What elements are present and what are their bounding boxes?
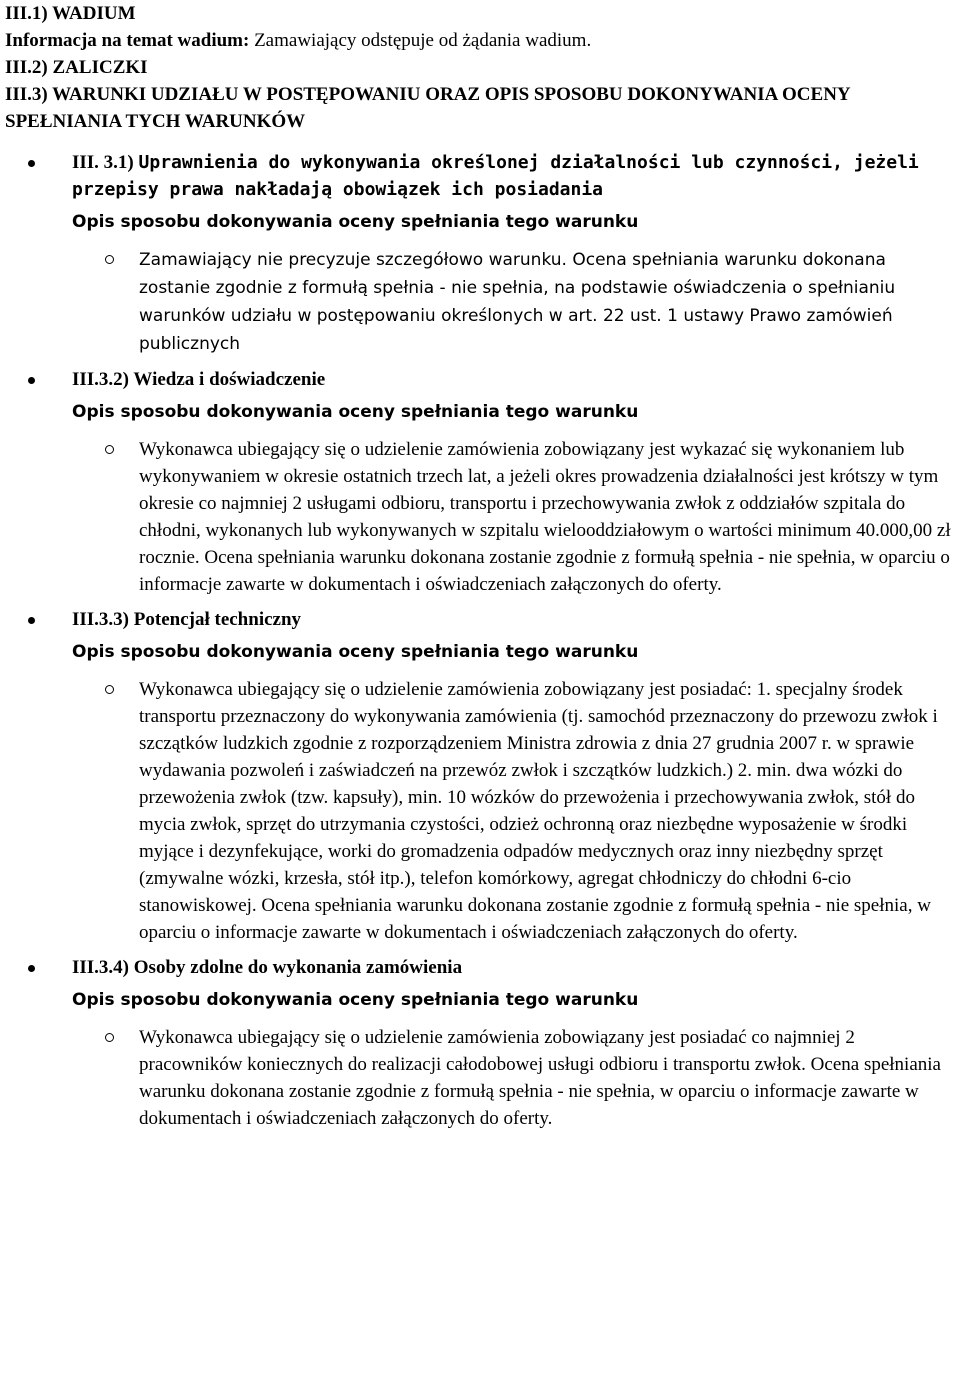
wadium-info bbox=[5, 27, 956, 54]
opis-list bbox=[72, 436, 956, 598]
wadium-info-label: Informacja na temat wadium: bbox=[5, 30, 250, 51]
opis-item bbox=[69, 246, 956, 358]
wadium-info-text: Zamawiający odstępuje od żądania wadium. bbox=[249, 30, 592, 51]
condition-item-3-4 bbox=[5, 954, 956, 1132]
condition-title: III.3.4) Osoby zdolne do wykonania zamówienia bbox=[72, 957, 463, 978]
condition-item-3-1 bbox=[5, 149, 956, 358]
opis-list bbox=[72, 676, 956, 946]
opis-item: Wykonawca ubiegający się o udzielenie zamówienia zobowiązany jest posiadać co najmniej 2 pracowników koniecznych do realizacji całodobowej usługi odbioru i transportu zwłok. Ocena spełniania warunku dokonana zostanie zgodnie z formułą spełnia - nie spełnia, w oparciu o informacje zawarte w dokumentach i oświadczeniach załączonych do oferty. bbox=[69, 1024, 956, 1132]
conditions-list bbox=[5, 149, 956, 1132]
wadium-heading: III.1) WADIUM bbox=[5, 3, 136, 24]
opis-heading: Opis sposobu dokonywania oceny spełniania tego warunku bbox=[72, 642, 639, 662]
opis-text: Ocena spełniania warunku dokonana zostanie zgodnie z formułą spełnia - nie spełnia, na podstawie oświadczenia o spełnianiu warunków udziału w postępowaniu określonych w art. 22 ust. 1 ustawy Prawo zamówień publicznych bbox=[139, 250, 896, 354]
condition-title: III. 3.1) Uprawnienia do wykonywania określonej działalności lub czynności, jeżeli przepisy prawa nakładają obowiązek ich posiadania bbox=[72, 152, 919, 200]
condition-title: III.3.2) Wiedza i doświadczenie bbox=[72, 369, 326, 390]
zaliczki-heading: III.2) ZALICZKI bbox=[5, 57, 148, 78]
opis-item: Wykonawca ubiegający się o udzielenie zamówienia zobowiązany jest wykazać się wykonaniem lub wykonywaniem w okresie ostatnich trzech lat, a jeżeli okres prowadzenia działalności jest krótszy w tym okresie co najmniej 2 usługami odbioru, transportu i przechowywania zwłok z oddziałów szpitala do chłodni, wykonanych lub wykonywanych w szpitalu wielooddziałowym o wartości minimum 40.000,00 zł rocznie. Ocena spełniania warunku dokonana zostanie zgodnie z formułą spełnia - nie spełnia, w oparciu o informacje zawarte w dokumentach i oświadczeniach załączonych do oferty. bbox=[69, 436, 956, 598]
condition-item-3-3 bbox=[5, 606, 956, 946]
warunki-heading: III.3) WARUNKI UDZIAŁU W POSTĘPOWANIU ORAZ OPIS SPOSOBU DOKONYWANIA OCENY SPEŁNIANIA TYCH WARUNKÓW bbox=[5, 84, 850, 132]
opis-list bbox=[72, 1024, 956, 1132]
condition-item-3-2 bbox=[5, 366, 956, 598]
opis-heading: Opis sposobu dokonywania oceny spełniania tego warunku bbox=[72, 402, 639, 422]
opis-heading: Opis sposobu dokonywania oceny spełniania tego warunku bbox=[72, 990, 639, 1010]
condition-title: III.3.3) Potencjał techniczny bbox=[72, 609, 302, 630]
opis-item: Wykonawca ubiegający się o udzielenie zamówienia zobowiązany jest posiadać: 1. specjalny środek transportu przeznaczony do wykonywania zamówienia (tj. samochód przeznaczony do przewozu zwłok i szczątków ludzkich zgodnie z rozporządzeniem Ministra zdrowia z dnia 27 grudnia 2007 r. w sprawie wydawania pozwoleń i zaświadczeń na przewóz zwłok i szczątków ludzkich.) 2. min. dwa wózki do przewożenia zwłok (tzw. kapsuły), min. 10 wózków do przewożenia i przechowywania zwłok, stół do mycia zwłok, sprzęt do utrzymania czystości, odzież ochronną oraz niezbędne wyposażenie w środki myjące i dezynfekujące, worki do gromadzenia odpadów medycznych oraz inny niezbędny sprzęt (zmywalne wózki, krzesła, stół itp.), telefon komórkowy, agregat chłodniczy do chłodni 6-cio stanowiskowej. Ocena spełniania warunku dokonana zostanie zgodnie z formułą spełnia - nie spełnia, w oparciu o informacje zawarte w dokumentach i oświadczeniach załączonych do oferty. bbox=[69, 676, 956, 946]
opis-heading: Opis sposobu dokonywania oceny spełniania tego warunku bbox=[72, 212, 639, 232]
opis-list bbox=[72, 246, 956, 358]
opis-sans-text: Zamawiający nie precyzuje szczegółowo warunku. bbox=[139, 250, 567, 270]
